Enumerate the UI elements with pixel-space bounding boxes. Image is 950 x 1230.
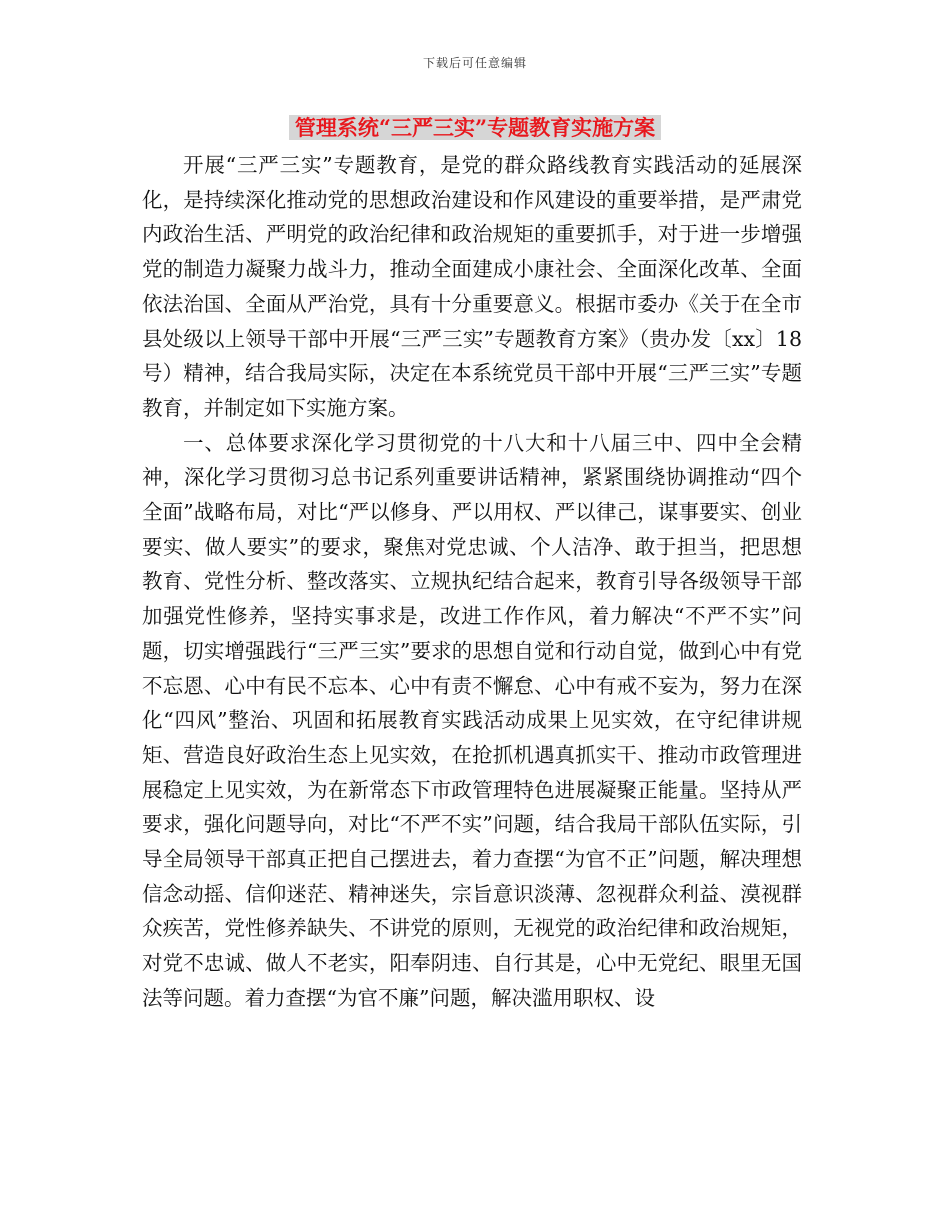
page-header-note: 下载后可任意编辑 bbox=[422, 56, 527, 70]
document-title bbox=[0, 112, 950, 144]
paragraph-general-requirements: 一、总体要求深化学习贯彻党的十八大和十八届三中、四中全会精神，深化学习贯彻习总书记系列重要讲话精神，紧紧围绕协调推动“四个全面”战略布局，对比“严以修身、严以用权、严以律己，谋事要实、创业要实、做人要实”的要求，聚焦对党忠诚、个人洁净、敢于担当，把思想教育、党性分析、整改落实、立规执纪结合起来，教育引导各级领导干部加强党性修养，坚持实事求是，改进工作作风，着力解决“不严不实”问题，切实增强践行“三严三实”要求的思想自觉和行动自觉，做到心中有党不忘恩、心中有民不忘本、心中有责不懈怠、心中有戒不妄为，努力在深化“四风”整治、巩固和拓展教育实践活动成果上见实效，在守纪律讲规矩、营造良好政治生态上见实效，在抢抓机遇真抓实干、推动市政管理进展稳定上见实效，为在新常态下市政管理特色进展凝聚正能量。坚持从严要求，强化问题导向，对比“不严不实”问题，结合我局干部队伍实际，引导全局领导干部真正把自己摆进去，着力查摆“为官不正”问题，解决理想信念动摇、信仰迷茫、精神迷失，宗旨意识淡薄、忽视群众利益、漠视群众疾苦，党性修养缺失、不讲党的原则，无视党的政治纪律和政治规矩，对党不忠诚、做人不老实，阳奉阴违、自行其是，心中无党纪、眼里无国法等问题。着力查摆“为官不廉”问题，解决滥用职权、设 bbox=[142, 430, 802, 1010]
document-title-text: 管理系统“三严三实”专题教育实施方案 bbox=[289, 115, 661, 140]
document-body bbox=[142, 148, 802, 1016]
paragraph-intro: 开展“三严三实”专题教育，是党的群众路线教育实践活动的延展深化，是持续深化推动党的思想政治建设和作风建设的重要举措，是严肃党内政治生活、严明党的政治纪律和政治规矩的重要抓手，对于进一步增强党的制造力凝聚力战斗力，推动全面建成小康社会、全面深化改革、全面依法治国、全面从严治党，具有十分重要意义。根据市委办《关于在全市县处级以上领导干部中开展“三严三实”专题教育方案》（贵办发〔xx〕18号）精神，结合我局实际，决定在本系统党员干部中开展“三严三实”专题教育，并制定如下实施方案。 bbox=[142, 153, 802, 420]
